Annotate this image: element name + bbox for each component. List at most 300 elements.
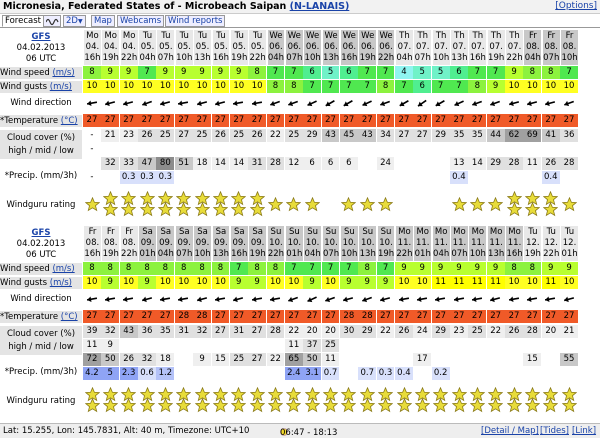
cloud-high-cell: 36 bbox=[560, 129, 578, 142]
cloud-low-cell: 22 bbox=[267, 353, 285, 366]
cloud-cover-label bbox=[0, 325, 82, 355]
weekday: We bbox=[306, 31, 320, 41]
wind-gusts-cell: 10 bbox=[175, 80, 193, 93]
day-of-month: 10. bbox=[287, 238, 302, 248]
wind-direction-arrow-icon bbox=[360, 294, 375, 304]
temperature-cell: 28 bbox=[175, 310, 193, 323]
rating-star-icon bbox=[121, 202, 136, 217]
cloud-low-cell: 32 bbox=[138, 353, 156, 366]
cloud-mid-cell bbox=[156, 143, 174, 156]
rating-star-icon bbox=[378, 398, 393, 413]
weekday: We bbox=[342, 31, 356, 41]
wind-direction-arrow-icon bbox=[286, 98, 301, 108]
date-header-cell bbox=[120, 30, 138, 65]
cloud-high-cell: 35 bbox=[450, 129, 468, 142]
wind-gusts-cell: 8 bbox=[377, 80, 395, 93]
day-of-month: 04. bbox=[85, 42, 100, 52]
weekday: Mo bbox=[508, 227, 521, 237]
wind-gusts-cell: 10 bbox=[285, 276, 303, 289]
wind-gusts-cell: 8 bbox=[468, 80, 486, 93]
date-header-cell bbox=[285, 226, 303, 261]
precip-cell: 0.3 bbox=[377, 367, 395, 380]
day-of-month: 10. bbox=[305, 238, 320, 248]
cloud-mid-cell bbox=[450, 143, 468, 156]
date-header-cell bbox=[413, 30, 431, 65]
hour: 01h bbox=[414, 249, 431, 259]
precip-cell: 0.2 bbox=[432, 367, 450, 380]
day-of-month: 11. bbox=[434, 238, 448, 248]
cloud-high-cell: 26 bbox=[212, 129, 230, 142]
date-header-cell bbox=[83, 30, 101, 65]
date-header-cell bbox=[156, 226, 174, 261]
cloud-high-cell: 20 bbox=[322, 325, 340, 338]
hour: 01h bbox=[286, 249, 303, 259]
cloud-mid-cell bbox=[156, 339, 174, 352]
wind-direction-arrow-icon bbox=[176, 294, 191, 304]
wind-direction-arrow-icon bbox=[562, 294, 577, 304]
tab-map[interactable]: Map bbox=[91, 15, 115, 27]
wind-direction-arrow-icon bbox=[525, 294, 540, 304]
wind-gusts-cell: 10 bbox=[248, 80, 266, 93]
wind-gusts-cell: 9 bbox=[358, 276, 376, 289]
wind-speed-cell: 6 bbox=[450, 66, 468, 79]
precip-cell bbox=[340, 367, 358, 380]
cloud-high-cell: 32 bbox=[101, 325, 119, 338]
wave-icon[interactable] bbox=[43, 15, 61, 27]
date-header-cell bbox=[322, 226, 340, 261]
cloud-levels-text: high / mid / low bbox=[8, 342, 74, 352]
cloud-high-cell: 25 bbox=[468, 325, 486, 338]
cloud-mid-cell bbox=[138, 339, 156, 352]
cloud-mid-cell bbox=[505, 339, 523, 352]
date-header-cell bbox=[193, 226, 211, 261]
tides-link[interactable]: [Tides] bbox=[540, 426, 569, 436]
wind-direction-arrow-icon bbox=[85, 294, 100, 304]
wind-direction-arrow-icon bbox=[305, 294, 320, 304]
hour: 22h bbox=[396, 249, 413, 259]
link-link[interactable]: [Link] bbox=[572, 426, 597, 436]
hour: 22h bbox=[377, 53, 395, 63]
temperature-cell: 27 bbox=[450, 310, 468, 323]
wind-speed-cell: 8 bbox=[120, 262, 138, 275]
cloud-high-cell: 29 bbox=[358, 325, 376, 338]
hour: 04h bbox=[524, 53, 541, 63]
weekday: Tu bbox=[161, 31, 171, 41]
wind-direction-label-text: Wind direction bbox=[10, 98, 72, 108]
weekday: Sa bbox=[233, 227, 245, 237]
temperature-cell: 27 bbox=[340, 114, 358, 127]
cloud-mid-cell bbox=[395, 339, 413, 352]
cloud-mid-cell bbox=[560, 339, 578, 352]
hour: 10h bbox=[469, 249, 486, 259]
cloud-low-cell bbox=[468, 353, 486, 366]
cloud-low-cell bbox=[395, 353, 413, 366]
precip-cell bbox=[395, 171, 413, 184]
cloud-low-cell: 33 bbox=[120, 157, 138, 170]
cloud-high-cell: 32 bbox=[193, 325, 211, 338]
day-of-month: 05. bbox=[195, 42, 210, 52]
date-header-cell bbox=[395, 226, 413, 261]
weekday: Fr bbox=[528, 31, 537, 41]
weekday: We bbox=[287, 31, 301, 41]
hour: 19h bbox=[102, 249, 119, 259]
cloud-mid-cell bbox=[267, 339, 285, 352]
wind-speed-cell: 8 bbox=[156, 262, 174, 275]
cloud-mid-cell bbox=[340, 143, 358, 156]
wind-direction-arrow-icon bbox=[488, 294, 503, 304]
cloud-high-cell: 22 bbox=[285, 325, 303, 338]
wind-gusts-cell: 9 bbox=[487, 80, 505, 93]
temperature-cell: 27 bbox=[468, 310, 486, 323]
cloud-mid-cell bbox=[377, 143, 395, 156]
precip-cell bbox=[212, 171, 230, 184]
model-select[interactable]: 2D▼ bbox=[63, 15, 86, 27]
model-link[interactable] bbox=[0, 32, 82, 43]
temperature-cell: 27 bbox=[505, 310, 523, 323]
temperature-cell: 27 bbox=[230, 114, 248, 127]
date-header-cell bbox=[267, 226, 285, 261]
hour: 19h bbox=[102, 53, 119, 63]
temperature-cell: 27 bbox=[560, 114, 578, 127]
cloud-high-cell: 20 bbox=[542, 325, 560, 338]
day-of-month: 08. bbox=[526, 42, 540, 52]
precip-cell bbox=[560, 367, 578, 380]
hour: 22h bbox=[121, 53, 138, 63]
cloud-mid-cell bbox=[413, 339, 431, 352]
cloud-low-cell: 6 bbox=[322, 157, 340, 170]
date-header-cell bbox=[505, 226, 523, 261]
weekday: Mo bbox=[453, 227, 466, 237]
cloud-high-cell: 41 bbox=[542, 129, 560, 142]
wind-direction-arrow-icon bbox=[121, 294, 136, 304]
temperature-cell: 27 bbox=[248, 310, 266, 323]
hour: 13h bbox=[359, 249, 376, 259]
wind-direction-arrow-icon bbox=[158, 294, 173, 304]
wind-direction-arrow-icon bbox=[452, 98, 467, 108]
day-of-month: 11. bbox=[397, 238, 412, 248]
weekday: Sa bbox=[178, 227, 190, 237]
cloud-low-cell: 26 bbox=[120, 353, 138, 366]
temperature-cell: 27 bbox=[395, 310, 413, 323]
hour: 16h bbox=[212, 53, 230, 63]
weekday: Tu bbox=[528, 227, 538, 237]
weekday: Th bbox=[435, 31, 447, 41]
tab-wind-reports[interactable]: Wind reports bbox=[165, 15, 225, 27]
weekday: Fr bbox=[125, 227, 134, 237]
weekday: Th bbox=[472, 31, 484, 41]
temperature-cell: 27 bbox=[267, 114, 285, 127]
wind-direction-arrow-icon bbox=[397, 98, 412, 108]
tab-webcams[interactable]: Webcams bbox=[117, 15, 164, 27]
cloud-low-cell: 72 bbox=[83, 353, 101, 366]
wind-direction-arrow-icon bbox=[268, 294, 283, 304]
cloud-cover-text: Cloud cover (%) bbox=[6, 329, 76, 339]
wind-speed-cell: 8 bbox=[542, 66, 560, 79]
cloud-high-cell: 62 bbox=[505, 129, 523, 142]
wind-speed-cell: 7 bbox=[377, 66, 395, 79]
precip-cell: 2.3 bbox=[120, 367, 138, 380]
date-header-cell bbox=[560, 30, 578, 65]
cloud-mid-cell bbox=[101, 143, 119, 156]
rating-star-icon bbox=[158, 202, 173, 217]
cloud-high-cell: 25 bbox=[230, 129, 248, 142]
detail-map-link[interactable]: [Detail / Map] bbox=[481, 426, 539, 436]
rating-star-icon bbox=[121, 398, 136, 413]
cloud-high-cell: 27 bbox=[413, 129, 431, 142]
wind-direction-arrow-icon bbox=[543, 294, 558, 304]
precip-cell bbox=[212, 367, 230, 380]
hour: 04h bbox=[267, 53, 285, 63]
date-header-cell bbox=[542, 226, 560, 261]
rating-star-icon bbox=[85, 398, 100, 413]
rating-star-icon bbox=[507, 398, 522, 413]
day-of-month: 11. bbox=[471, 238, 485, 248]
spot-link[interactable]: (N-LANAIS) bbox=[289, 1, 350, 12]
cloud-low-cell: 65 bbox=[285, 353, 303, 366]
temperature-cell: 28 bbox=[340, 310, 358, 323]
precip-cell: 4.2 bbox=[83, 367, 101, 380]
wind-direction-arrow-icon bbox=[195, 294, 210, 304]
temperature-cell: 27 bbox=[303, 114, 321, 127]
hour: 13h bbox=[212, 249, 230, 259]
wind-speed-cell: 8 bbox=[83, 66, 101, 79]
cloud-high-cell: 25 bbox=[285, 129, 303, 142]
day-of-month: 08. bbox=[85, 238, 100, 248]
cloud-high-cell: 24 bbox=[413, 325, 431, 338]
date-header-cell bbox=[468, 30, 486, 65]
cloud-low-cell: 15 bbox=[523, 353, 541, 366]
temperature-cell: 27 bbox=[138, 310, 156, 323]
wind-gusts-cell: 6 bbox=[413, 80, 431, 93]
precip-cell bbox=[322, 171, 340, 184]
weekday: Tu bbox=[546, 227, 556, 237]
hour: 04h bbox=[139, 53, 156, 63]
cloud-mid-cell bbox=[193, 143, 211, 156]
wind-direction-arrow-icon bbox=[140, 98, 155, 108]
precip-cell bbox=[358, 171, 376, 184]
wind-speed-cell: 9 bbox=[432, 262, 450, 275]
wind-direction-arrow-icon bbox=[158, 98, 173, 108]
cloud-low-cell: 17 bbox=[413, 353, 431, 366]
options-link[interactable]: [Options] bbox=[555, 1, 597, 11]
cloud-low-cell bbox=[432, 353, 450, 366]
wind-speed-cell: 6 bbox=[303, 66, 321, 79]
day-of-month: 08. bbox=[122, 238, 136, 248]
precip-cell bbox=[487, 171, 505, 184]
date-header-cell bbox=[542, 30, 560, 65]
wind-direction-label-text: Wind direction bbox=[10, 294, 72, 304]
hour: 16h bbox=[84, 53, 101, 63]
temperature-label-unit-link[interactable]: (°C) bbox=[60, 116, 78, 126]
cloud-low-cell: 27 bbox=[248, 353, 266, 366]
temperature-cell: 27 bbox=[523, 310, 541, 323]
precip-cell: 5 bbox=[101, 367, 119, 380]
day-of-month: 06. bbox=[342, 42, 357, 52]
cloud-low-cell bbox=[450, 353, 468, 366]
tab-forecast[interactable]: Forecast bbox=[2, 15, 44, 27]
temperature-cell: 27 bbox=[542, 114, 560, 127]
precip-cell: 3.1 bbox=[303, 367, 321, 380]
rating-star-icon bbox=[433, 398, 448, 413]
weekday: We bbox=[269, 31, 283, 41]
hour: 07h bbox=[414, 53, 431, 63]
date-header-cell bbox=[212, 226, 230, 261]
date-header-cell bbox=[322, 30, 340, 65]
date-header-cell bbox=[413, 226, 431, 261]
wind-gusts-cell: 8 bbox=[267, 80, 285, 93]
rating-star-icon bbox=[507, 202, 522, 217]
weekday: Mo bbox=[104, 31, 118, 41]
wind-gusts-cell: 10 bbox=[523, 80, 541, 93]
cloud-mid-cell bbox=[248, 339, 266, 352]
cloud-low-cell: 31 bbox=[248, 157, 266, 170]
wind-direction-arrow-icon bbox=[140, 294, 155, 304]
wind-speed-cell: 8 bbox=[248, 262, 266, 275]
rating-star-icon bbox=[452, 197, 467, 212]
date-header-cell bbox=[303, 226, 321, 261]
temperature-cell: 27 bbox=[468, 114, 486, 127]
day-of-month: 06. bbox=[269, 42, 283, 52]
wind-gusts-label-unit-link[interactable]: (m/s) bbox=[49, 278, 72, 288]
cloud-low-cell: 14 bbox=[468, 157, 486, 170]
wind-direction-arrow-icon bbox=[250, 98, 265, 108]
temperature-label bbox=[0, 114, 82, 127]
wind-direction-arrow-icon bbox=[488, 98, 503, 108]
date-header-cell bbox=[248, 30, 266, 65]
precip-cell bbox=[523, 367, 541, 380]
wind-speed-cell: 9 bbox=[413, 262, 431, 275]
day-of-month: 09. bbox=[250, 238, 265, 248]
wind-speed-label-unit-link[interactable]: (m/s) bbox=[52, 264, 75, 274]
wind-speed-cell: 7 bbox=[468, 66, 486, 79]
date-header-cell bbox=[358, 30, 376, 65]
cloud-mid-cell bbox=[248, 143, 266, 156]
cloud-high-cell: 23 bbox=[120, 129, 138, 142]
cloud-levels-text: high / mid / low bbox=[8, 146, 74, 156]
day-of-month: 11. bbox=[489, 238, 503, 248]
cloud-low-cell: 18 bbox=[156, 353, 174, 366]
rating-star-icon bbox=[268, 398, 283, 413]
wind-direction-arrow-icon bbox=[85, 98, 100, 108]
precip-cell bbox=[193, 171, 211, 184]
precip-label bbox=[0, 170, 82, 183]
rating-star-icon bbox=[305, 197, 320, 212]
cloud-high-cell: 29 bbox=[303, 129, 321, 142]
temperature-cell: 27 bbox=[156, 310, 174, 323]
date-header-cell bbox=[340, 30, 358, 65]
rating-star-icon bbox=[415, 398, 430, 413]
cloud-low-cell: 6 bbox=[340, 157, 358, 170]
model-name[interactable]: GFS bbox=[31, 32, 51, 42]
wind-gusts-label-text: Wind gusts bbox=[0, 278, 48, 288]
wind-gusts-cell: 10 bbox=[542, 80, 560, 93]
weekday: Tu bbox=[234, 31, 244, 41]
wind-speed-cell: 9 bbox=[120, 66, 138, 79]
day-of-month: 06. bbox=[379, 42, 393, 52]
cloud-low-cell: 12 bbox=[285, 157, 303, 170]
precip-cell: 0.7 bbox=[358, 367, 376, 380]
wind-speed-label-unit-link[interactable]: (m/s) bbox=[52, 68, 75, 78]
wind-gusts-cell: 11 bbox=[450, 276, 468, 289]
wind-direction-arrow-icon bbox=[195, 98, 210, 108]
temperature-cell: 27 bbox=[432, 310, 450, 323]
cloud-high-cell: 28 bbox=[267, 325, 285, 338]
rating-star-icon bbox=[397, 398, 412, 413]
model-link[interactable] bbox=[0, 228, 82, 239]
wind-gusts-cell: 10 bbox=[560, 276, 578, 289]
cloud-mid-cell bbox=[358, 339, 376, 352]
temperature-cell: 27 bbox=[212, 114, 230, 127]
wind-gusts-cell: 7 bbox=[340, 80, 358, 93]
hour: 22h bbox=[121, 249, 138, 259]
cloud-mid-cell: 37 bbox=[303, 339, 321, 352]
weekday: Th bbox=[417, 31, 429, 41]
temperature-cell: 27 bbox=[267, 310, 285, 323]
cloud-mid-cell bbox=[358, 143, 376, 156]
hour: 04h bbox=[396, 53, 413, 63]
cloud-low-cell: 6 bbox=[303, 157, 321, 170]
wind-speed-cell: 6 bbox=[340, 66, 358, 79]
rating-star-icon bbox=[140, 202, 155, 217]
cloud-mid-cell bbox=[303, 143, 321, 156]
temperature-cell: 27 bbox=[322, 114, 340, 127]
rating-star-icon bbox=[341, 197, 356, 212]
cloud-low-cell: 50 bbox=[303, 353, 321, 366]
precip-cell bbox=[487, 367, 505, 380]
rating-star-icon bbox=[231, 398, 246, 413]
date-header-cell bbox=[303, 30, 321, 65]
precip-cell: 0.4 bbox=[450, 171, 468, 184]
temperature-label-unit-link[interactable]: (°C) bbox=[60, 312, 78, 322]
precip-label-text: *Precip. (mm/3h) bbox=[4, 367, 78, 377]
precip-label bbox=[0, 366, 82, 379]
cloud-high-cell: 23 bbox=[450, 325, 468, 338]
day-of-month: 09. bbox=[195, 238, 210, 248]
cloud-mid-cell bbox=[450, 339, 468, 352]
day-of-month: 12. bbox=[544, 238, 558, 248]
precip-cell bbox=[523, 171, 541, 184]
wind-speed-cell: 8 bbox=[101, 262, 119, 275]
wind-speed-label-text: Wind speed bbox=[0, 68, 50, 78]
wind-gusts-cell: 10 bbox=[230, 80, 248, 93]
cloud-mid-cell bbox=[377, 339, 395, 352]
rating-star-icon bbox=[250, 398, 265, 413]
cloud-low-cell: 28 bbox=[267, 157, 285, 170]
forecast-table bbox=[0, 30, 600, 226]
temperature-cell: 28 bbox=[193, 310, 211, 323]
temperature-cell: 27 bbox=[377, 114, 395, 127]
hour: 01h bbox=[139, 249, 156, 259]
cloud-high-cell: 21 bbox=[560, 325, 578, 338]
wind-gusts-cell: 10 bbox=[505, 80, 523, 93]
wind-speed-cell: 5 bbox=[322, 66, 340, 79]
precip-cell bbox=[303, 171, 321, 184]
precip-cell bbox=[413, 171, 431, 184]
weekday: Mo bbox=[489, 227, 503, 237]
model-name[interactable]: GFS bbox=[31, 228, 51, 238]
wind-speed-cell: 9 bbox=[395, 262, 413, 275]
wind-gusts-cell: 9 bbox=[303, 276, 321, 289]
day-of-month: 05. bbox=[177, 42, 191, 52]
wind-gusts-label-unit-link[interactable]: (m/s) bbox=[49, 82, 72, 92]
rating-star-icon bbox=[562, 398, 577, 413]
weekday: Sa bbox=[160, 227, 172, 237]
weekday: Su bbox=[362, 227, 374, 237]
precip-label-text: *Precip. (mm/3h) bbox=[4, 171, 78, 181]
wind-speed-cell: 9 bbox=[560, 262, 578, 275]
wind-speed-cell: 8 bbox=[505, 262, 523, 275]
wind-gusts-cell: 7 bbox=[395, 80, 413, 93]
